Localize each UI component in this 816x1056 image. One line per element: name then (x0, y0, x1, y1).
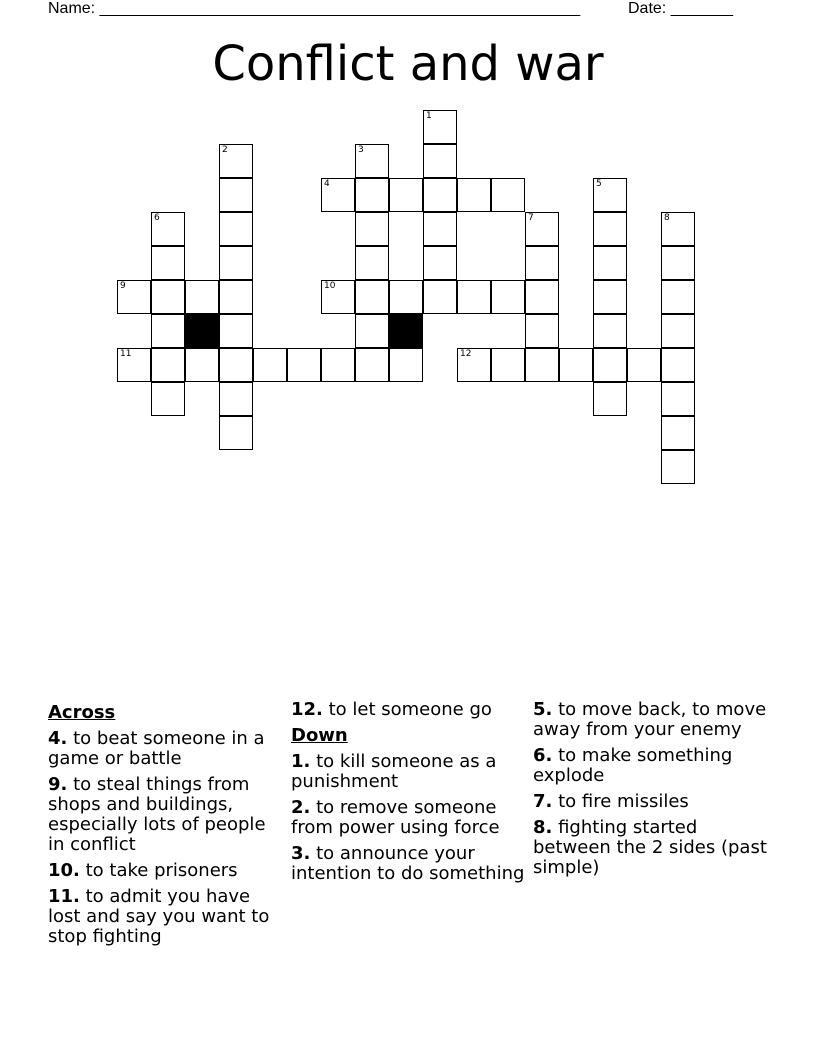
cell-number: 10 (324, 281, 336, 291)
grid-cell[interactable] (355, 348, 389, 382)
cell-number: 1 (426, 111, 432, 121)
grid-cell[interactable] (423, 246, 457, 280)
clue-text: to steal things from shops and buildings, especially lots of people in conflict (48, 774, 266, 855)
clue-down-7 (533, 792, 769, 812)
cell-number: 6 (154, 213, 160, 223)
clue-text: to announce your intention to do something (291, 843, 525, 884)
clue-text: fighting started between the 2 sides (past simple) (533, 817, 767, 878)
grid-cell[interactable] (593, 314, 627, 348)
crossword-grid (0, 0, 816, 500)
clue-across-10 (48, 861, 284, 881)
cell-number: 12 (460, 349, 472, 359)
grid-cell[interactable] (389, 348, 423, 382)
grid-cell[interactable] (491, 348, 525, 382)
grid-cell[interactable] (117, 348, 151, 382)
grid-cell[interactable] (219, 416, 253, 450)
grid-cell[interactable] (355, 178, 389, 212)
grid-cell[interactable] (219, 314, 253, 348)
grid-cell[interactable] (661, 416, 695, 450)
grid-block (389, 314, 423, 348)
clue-text: to fire missiles (552, 791, 689, 812)
cell-number: 8 (664, 213, 670, 223)
clue-number: 4. (48, 728, 68, 749)
grid-cell[interactable] (661, 246, 695, 280)
cell-number: 3 (358, 145, 364, 155)
clue-down-2 (291, 798, 527, 838)
clue-number: 8. (533, 817, 553, 838)
grid-cell[interactable] (457, 280, 491, 314)
clue-text: to let someone go (322, 699, 492, 720)
grid-cell[interactable] (593, 280, 627, 314)
grid-cell[interactable] (185, 280, 219, 314)
name-field: Name: ______________________________________________________ (48, 0, 581, 17)
grid-cell[interactable] (151, 348, 185, 382)
grid-cell[interactable] (321, 280, 355, 314)
clue-down-8 (533, 818, 769, 878)
grid-cell[interactable] (661, 314, 695, 348)
clue-text: to take prisoners (79, 860, 238, 881)
grid-cell[interactable] (423, 110, 457, 144)
grid-cell[interactable] (525, 314, 559, 348)
clue-across-11 (48, 887, 284, 947)
grid-cell[interactable] (321, 348, 355, 382)
date-field: Date: _______ (628, 0, 733, 17)
grid-cell[interactable] (661, 280, 695, 314)
clue-column-3 (533, 700, 769, 884)
clue-number: 5. (533, 699, 553, 720)
grid-cell[interactable] (491, 178, 525, 212)
cell-number: 2 (222, 145, 228, 155)
grid-cell[interactable] (457, 178, 491, 212)
grid-cell[interactable] (355, 314, 389, 348)
grid-cell[interactable] (219, 246, 253, 280)
cell-number: 11 (120, 349, 132, 359)
grid-cell[interactable] (355, 280, 389, 314)
grid-cell[interactable] (151, 280, 185, 314)
cell-number: 9 (120, 281, 126, 291)
grid-cell[interactable] (661, 382, 695, 416)
clue-number: 10. (48, 860, 80, 881)
clue-across-4 (48, 729, 284, 769)
grid-cell[interactable] (253, 348, 287, 382)
grid-cell[interactable] (219, 382, 253, 416)
clue-number: 12. (291, 699, 323, 720)
grid-cell[interactable] (525, 212, 559, 246)
grid-cell[interactable] (219, 212, 253, 246)
clue-across-12 (291, 700, 527, 720)
clue-down-5 (533, 700, 769, 740)
cell-number: 5 (596, 179, 602, 189)
clue-text: to move back, to move away from your enemy (533, 699, 767, 740)
grid-cell[interactable] (525, 348, 559, 382)
grid-cell[interactable] (389, 280, 423, 314)
grid-cell[interactable] (627, 348, 661, 382)
grid-cell[interactable] (593, 212, 627, 246)
grid-cell[interactable] (593, 348, 627, 382)
clue-text: to admit you have lost and say you want to stop fighting (48, 886, 270, 947)
grid-cell[interactable] (491, 280, 525, 314)
grid-block (185, 314, 219, 348)
down-heading: Down (291, 725, 348, 746)
grid-cell[interactable] (593, 246, 627, 280)
grid-cell[interactable] (185, 348, 219, 382)
grid-cell[interactable] (117, 280, 151, 314)
clue-text: to kill someone as a punishment (291, 751, 497, 792)
across-heading: Across (48, 702, 116, 723)
clue-down-1 (291, 752, 527, 792)
grid-cell[interactable] (151, 246, 185, 280)
grid-cell[interactable] (661, 450, 695, 484)
grid-cell[interactable] (321, 178, 355, 212)
clue-text: to remove someone from power using force (291, 797, 500, 838)
clue-number: 1. (291, 751, 311, 772)
grid-cell[interactable] (287, 348, 321, 382)
grid-cell[interactable] (355, 246, 389, 280)
grid-cell[interactable] (457, 348, 491, 382)
clue-column-1 (48, 700, 284, 953)
grid-cell[interactable] (355, 212, 389, 246)
grid-cell[interactable] (219, 178, 253, 212)
grid-cell[interactable] (389, 178, 423, 212)
grid-cell[interactable] (151, 382, 185, 416)
clue-number: 3. (291, 843, 311, 864)
grid-cell[interactable] (661, 212, 695, 246)
clue-number: 2. (291, 797, 311, 818)
grid-cell[interactable] (423, 212, 457, 246)
grid-cell[interactable] (525, 246, 559, 280)
grid-cell[interactable] (593, 382, 627, 416)
grid-cell[interactable] (593, 178, 627, 212)
page-title: Conflict and war (212, 36, 604, 92)
clue-across-9 (48, 775, 284, 855)
cell-number: 4 (324, 179, 330, 189)
clue-text: to beat someone in a game or battle (48, 728, 265, 769)
clue-text: to make something explode (533, 745, 733, 786)
grid-cell[interactable] (219, 144, 253, 178)
grid-cell[interactable] (151, 212, 185, 246)
clue-number: 7. (533, 791, 553, 812)
cell-number: 7 (528, 213, 534, 223)
grid-cell[interactable] (219, 280, 253, 314)
clue-number: 6. (533, 745, 553, 766)
clue-number: 11. (48, 886, 80, 907)
grid-cell[interactable] (423, 280, 457, 314)
clue-column-2 (291, 700, 527, 890)
grid-cell[interactable] (559, 348, 593, 382)
grid-cell[interactable] (151, 314, 185, 348)
clue-number: 9. (48, 774, 68, 795)
grid-cell[interactable] (219, 348, 253, 382)
grid-cell[interactable] (423, 144, 457, 178)
grid-cell[interactable] (661, 348, 695, 382)
clue-down-3 (291, 844, 527, 884)
grid-cell[interactable] (423, 178, 457, 212)
grid-cell[interactable] (525, 280, 559, 314)
clue-down-6 (533, 746, 769, 786)
grid-cell[interactable] (355, 144, 389, 178)
